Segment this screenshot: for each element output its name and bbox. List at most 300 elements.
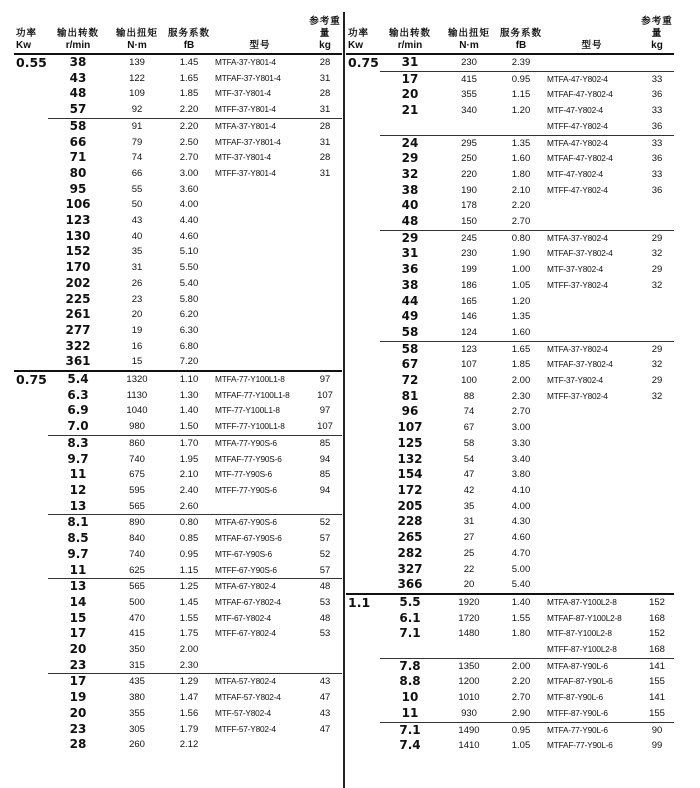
service-factor-cell: 1.80 — [511, 628, 531, 640]
table-row — [346, 294, 674, 310]
model-cell — [212, 229, 308, 245]
service-factor-cell: 4.30 — [511, 516, 531, 528]
speed-cell: 7.8 — [380, 658, 440, 674]
table-row — [14, 642, 342, 658]
table-row — [346, 167, 674, 183]
model-cell: MTFA-57-Y802-4 — [212, 674, 308, 690]
speed-cell: 38 — [401, 182, 419, 197]
weight-cell: 32 — [651, 279, 663, 291]
column-divider — [343, 12, 345, 788]
weight-cell — [640, 577, 674, 594]
speed-cell: 48 — [69, 86, 87, 101]
speed-cell: 5.5 — [380, 594, 440, 611]
torque-cell — [440, 642, 498, 658]
torque-cell: 840 — [129, 533, 145, 545]
speed-cell: 170 — [65, 260, 91, 275]
table-row — [346, 389, 674, 405]
speed-cell — [380, 119, 440, 135]
torque-cell: 1350 — [440, 658, 498, 674]
speed-cell: 29 — [401, 151, 419, 166]
weight-cell: 29 — [640, 230, 674, 246]
model-cell: MTFA-77-Y90S-6 — [212, 435, 308, 451]
torque-cell: 20 — [131, 309, 143, 321]
speed-header: 输出转数 r/min — [380, 12, 440, 54]
speed-cell: 31 — [401, 55, 419, 69]
speed-cell: 80 — [69, 165, 87, 180]
speed-cell: 43 — [69, 70, 87, 85]
table-row — [346, 722, 674, 738]
table-row — [14, 419, 342, 435]
service-factor-cell: 1.05 — [511, 740, 531, 752]
table-row — [346, 183, 674, 199]
table-row — [14, 354, 342, 371]
service-factor-cell: 1.70 — [166, 435, 212, 451]
service-factor-cell: 7.20 — [179, 356, 199, 368]
weight-cell — [308, 339, 342, 355]
service-factor-cell: 1.35 — [498, 135, 544, 151]
service-factor-cell: 2.10 — [179, 469, 199, 481]
weight-cell: 155 — [649, 707, 665, 719]
speed-cell: 23 — [69, 721, 87, 736]
weight-cell: 152 — [640, 594, 674, 611]
torque-cell: 186 — [461, 279, 477, 291]
service-factor-cell: 1.29 — [166, 674, 212, 690]
table-row — [346, 420, 674, 436]
service-factor-cell: 4.40 — [179, 215, 199, 227]
torque-cell: 295 — [440, 135, 498, 151]
service-factor-cell: 0.95 — [179, 548, 199, 560]
model-cell: MTFAF-37-Y801-4 — [215, 136, 281, 147]
service-factor-cell: 1.20 — [511, 295, 531, 307]
torque-cell: 35 — [131, 246, 143, 258]
torque-cell: 740 — [129, 453, 145, 465]
torque-cell: 88 — [463, 390, 475, 402]
service-factor-cell: 5.00 — [511, 563, 531, 575]
torque-cell: 40 — [131, 230, 143, 242]
torque-cell: 355 — [129, 707, 145, 719]
service-factor-cell: 2.30 — [179, 659, 199, 671]
table-row — [14, 626, 342, 642]
model-cell — [544, 483, 640, 499]
service-factor-cell: 1.45 — [179, 57, 199, 68]
speed-cell: 58 — [380, 341, 440, 357]
speed-cell: 172 — [397, 482, 423, 497]
service-factor-cell: 6.30 — [179, 324, 199, 336]
weight-cell: 33 — [651, 168, 663, 180]
model-cell: MTFAF-87-Y90L-6 — [547, 676, 613, 687]
speed-cell: 44 — [401, 293, 419, 308]
torque-cell: 178 — [461, 200, 477, 212]
weight-cell: 155 — [649, 676, 665, 688]
torque-cell: 980 — [129, 421, 145, 433]
speed-cell: 14 — [69, 594, 87, 609]
weight-cell — [640, 514, 674, 530]
torque-cell: 1130 — [126, 389, 148, 401]
service-factor-cell: 1.90 — [511, 248, 531, 260]
weight-cell — [640, 214, 674, 230]
model-cell — [212, 213, 308, 229]
weight-cell — [640, 420, 674, 436]
speed-cell: 205 — [397, 498, 423, 513]
service-factor-cell: 2.00 — [498, 658, 544, 674]
table-row — [14, 388, 342, 404]
service-factor-cell: 1.30 — [179, 389, 199, 401]
torque-cell: 107 — [461, 359, 477, 371]
table-row — [346, 467, 674, 483]
table-row — [346, 499, 674, 515]
torque-cell: 220 — [461, 168, 477, 180]
table-row — [346, 230, 674, 246]
model-cell — [544, 214, 640, 230]
speed-cell: 327 — [397, 561, 423, 576]
weight-cell: 32 — [651, 359, 663, 371]
model-cell: MTF-77-Y90S-6 — [215, 469, 272, 480]
speed-header: 输出转数 r/min — [48, 12, 108, 54]
table-row — [14, 71, 342, 87]
model-cell: MTFAF-77-Y100L1-8 — [215, 389, 290, 400]
table-row — [346, 706, 674, 722]
weight-cell: 33 — [640, 135, 674, 151]
torque-cell: 250 — [461, 153, 477, 165]
weight-cell — [308, 197, 342, 213]
service-factor-cell: 2.20 — [511, 200, 531, 212]
service-factor-header: 服务系数 fB — [166, 12, 212, 54]
service-factor-cell: 3.80 — [511, 469, 531, 481]
speed-cell: 107 — [397, 420, 423, 435]
model-cell — [212, 339, 308, 355]
table-row — [14, 86, 342, 102]
table-row — [346, 325, 674, 341]
model-cell — [212, 658, 308, 674]
weight-cell: 31 — [319, 136, 331, 148]
torque-cell: 122 — [129, 72, 145, 84]
model-cell: MTF-37-Y801-4 — [215, 88, 271, 99]
table-row — [14, 595, 342, 611]
table-row — [14, 452, 342, 468]
weight-cell — [640, 309, 674, 325]
speed-cell — [380, 642, 440, 658]
model-cell — [544, 436, 640, 452]
model-cell — [544, 577, 640, 594]
service-factor-cell: 1.15 — [511, 89, 531, 101]
table-row — [346, 514, 674, 530]
service-factor-cell: 2.39 — [511, 57, 531, 68]
speed-cell: 31 — [401, 246, 419, 261]
table-row — [14, 563, 342, 579]
speed-cell: 8.3 — [48, 435, 108, 451]
model-cell: MTF-87-Y100L2-8 — [547, 628, 612, 639]
speed-cell: 10 — [401, 690, 419, 705]
speed-cell: 13 — [48, 579, 108, 595]
speed-cell: 13 — [69, 498, 87, 513]
table-row — [346, 87, 674, 103]
model-cell: MTFA-67-Y802-4 — [212, 579, 308, 595]
service-factor-cell: 1.05 — [511, 279, 531, 291]
torque-cell: 124 — [461, 326, 477, 338]
weight-cell: 33 — [651, 105, 663, 117]
speed-cell: 38 — [69, 55, 87, 69]
speed-cell: 7.0 — [67, 419, 89, 434]
model-cell: MTFF-57-Y802-4 — [215, 723, 276, 734]
service-factor-cell: 2.00 — [511, 375, 531, 387]
speed-cell: 9.7 — [67, 546, 89, 561]
table-row — [346, 530, 674, 546]
service-factor-cell: 2.60 — [179, 500, 199, 512]
model-cell: MTF-37-Y802-4 — [547, 375, 603, 386]
table-row — [14, 197, 342, 213]
model-cell: MTF-67-Y90S-6 — [215, 548, 272, 559]
model-cell — [212, 499, 308, 515]
speed-cell: 95 — [69, 181, 87, 196]
speed-cell: 361 — [65, 354, 91, 369]
service-factor-cell: 1.85 — [511, 359, 531, 371]
model-cell: MTFA-87-Y90L-6 — [544, 658, 640, 674]
model-cell — [544, 294, 640, 310]
torque-cell: 315 — [129, 659, 145, 671]
table-row — [14, 371, 342, 388]
service-factor-cell: 2.70 — [179, 152, 199, 164]
torque-cell: 66 — [131, 167, 143, 179]
model-cell: MTFAF-87-Y100L2-8 — [547, 612, 622, 623]
model-cell — [212, 260, 308, 276]
service-factor-cell: 1.79 — [179, 723, 199, 735]
table-row — [346, 690, 674, 706]
speed-cell: 72 — [401, 373, 419, 388]
service-factor-cell: 2.30 — [511, 390, 531, 402]
gear-motor-table-left — [14, 12, 342, 753]
service-factor-cell: 1.55 — [511, 612, 531, 624]
service-factor-cell: 2.20 — [511, 676, 531, 688]
model-cell: MTFA-37-Y801-4 — [212, 118, 308, 134]
service-factor-cell: 5.40 — [179, 277, 199, 289]
model-cell: MTFA-77-Y100L1-8 — [212, 371, 308, 388]
service-factor-cell: 1.65 — [179, 72, 199, 84]
weight-cell: 94 — [319, 453, 331, 465]
torque-cell: 625 — [129, 564, 145, 576]
table-body — [14, 54, 342, 753]
torque-cell: 22 — [463, 563, 475, 575]
weight-cell: 107 — [317, 389, 333, 401]
service-factor-cell: 2.10 — [511, 184, 531, 196]
table-row — [346, 373, 674, 389]
weight-cell: 32 — [651, 248, 663, 260]
service-factor-cell: 6.80 — [179, 340, 199, 352]
torque-cell: 740 — [129, 548, 145, 560]
torque-cell: 150 — [461, 216, 477, 228]
weight-cell — [640, 54, 674, 71]
table-row — [14, 611, 342, 627]
service-factor-cell: 1.40 — [498, 594, 544, 611]
table-row — [346, 674, 674, 690]
torque-cell: 165 — [461, 295, 477, 307]
torque-cell: 1920 — [440, 594, 498, 611]
speed-cell: 225 — [65, 291, 91, 306]
model-cell: MTFA-67-Y90S-6 — [212, 515, 308, 531]
torque-cell: 67 — [463, 422, 475, 434]
service-factor-cell: 1.20 — [511, 105, 531, 117]
model-cell: MTFF-87-Y100L2-8 — [547, 644, 617, 655]
model-cell: MTFF-47-Y802-4 — [547, 184, 608, 195]
weight-cell — [308, 260, 342, 276]
service-factor-cell: 5.50 — [179, 262, 199, 274]
weight-cell — [308, 354, 342, 371]
table-row — [346, 341, 674, 357]
weight-cell — [308, 323, 342, 339]
weight-cell: 52 — [308, 515, 342, 531]
model-cell — [212, 182, 308, 198]
service-factor-cell: 0.95 — [498, 71, 544, 87]
table-row — [346, 54, 674, 71]
weight-cell: 28 — [319, 57, 331, 68]
speed-cell: 49 — [401, 309, 419, 324]
torque-cell: 435 — [108, 674, 166, 690]
speed-cell: 17 — [48, 674, 108, 690]
service-factor-cell: 1.35 — [511, 311, 531, 323]
speed-cell: 11 — [401, 705, 419, 720]
service-factor-cell: 2.00 — [179, 644, 199, 656]
model-cell: MTFAF-37-Y802-4 — [547, 248, 613, 259]
torque-cell: 675 — [129, 469, 145, 481]
weight-cell — [640, 499, 674, 515]
table-row — [14, 323, 342, 339]
table-row — [14, 467, 342, 483]
torque-cell: 1040 — [126, 405, 148, 417]
weight-cell — [640, 467, 674, 483]
weight-cell: 29 — [651, 264, 663, 276]
speed-cell: 20 — [69, 642, 87, 657]
service-factor-cell: 2.50 — [179, 136, 199, 148]
torque-cell: 890 — [108, 515, 166, 531]
speed-cell: 32 — [401, 166, 419, 181]
service-factor-cell: 1.60 — [511, 153, 531, 165]
service-factor-cell: 4.00 — [511, 500, 531, 512]
model-cell: MTFAF-37-Y802-4 — [547, 359, 613, 370]
service-factor-cell: 2.70 — [511, 216, 531, 228]
torque-cell: 79 — [131, 136, 143, 148]
model-header: 型号 — [212, 12, 308, 54]
speed-cell: 202 — [65, 275, 91, 290]
torque-cell: 1490 — [440, 722, 498, 738]
service-factor-cell: 1.00 — [511, 264, 531, 276]
header-row — [14, 12, 342, 54]
weight-cell: 85 — [319, 469, 331, 481]
speed-cell: 38 — [401, 277, 419, 292]
torque-cell: 930 — [461, 707, 477, 719]
table-row — [14, 483, 342, 499]
service-factor-cell: 0.85 — [179, 533, 199, 545]
model-cell — [212, 737, 308, 753]
speed-cell: 66 — [69, 134, 87, 149]
power-cell: 0.75 — [14, 371, 48, 753]
speed-cell: 36 — [401, 262, 419, 277]
speed-cell: 28 — [69, 737, 87, 752]
torque-cell: 245 — [440, 230, 498, 246]
speed-cell: 58 — [401, 324, 419, 339]
torque-cell: 1200 — [458, 676, 480, 688]
model-cell: MTFF-47-Y802-4 — [547, 120, 608, 131]
table-row — [346, 151, 674, 167]
table-row — [14, 118, 342, 134]
table-row — [14, 102, 342, 118]
table-row — [14, 229, 342, 245]
model-cell: MTFA-77-Y90L-6 — [544, 722, 640, 738]
table-row — [346, 611, 674, 627]
speed-cell: 57 — [69, 102, 87, 117]
service-factor-cell: 0.95 — [498, 722, 544, 738]
torque-cell: 91 — [108, 118, 166, 134]
model-cell: MTF-37-Y801-4 — [215, 152, 271, 163]
table-row — [14, 244, 342, 260]
service-factor-cell: 2.12 — [179, 739, 199, 751]
service-factor-cell: 2.20 — [179, 104, 199, 116]
speed-cell: 21 — [401, 103, 419, 118]
model-cell — [212, 244, 308, 260]
model-cell — [544, 546, 640, 562]
torque-cell: 199 — [461, 264, 477, 276]
speed-cell: 81 — [401, 388, 419, 403]
table-row — [346, 246, 674, 262]
speed-cell: 11 — [69, 562, 87, 577]
weight-cell: 47 — [319, 723, 331, 735]
model-cell — [544, 198, 640, 214]
weight-cell: 57 — [319, 564, 331, 576]
speed-cell: 6.3 — [67, 387, 89, 402]
model-cell — [544, 54, 640, 71]
model-cell: MTF-77-Y100L1-8 — [215, 405, 280, 416]
service-factor-cell: 0.80 — [498, 230, 544, 246]
weight-cell — [640, 436, 674, 452]
weight-cell — [640, 452, 674, 468]
torque-cell: 260 — [129, 739, 145, 751]
service-factor-cell: 3.30 — [511, 437, 531, 449]
weight-cell: 48 — [319, 612, 331, 624]
speed-cell: 8.8 — [399, 674, 421, 689]
speed-cell: 154 — [397, 467, 423, 482]
speed-cell: 152 — [65, 244, 91, 259]
table-row — [14, 737, 342, 753]
torque-cell: 31 — [463, 516, 475, 528]
model-cell: MTFAF-77-Y90L-6 — [547, 740, 613, 751]
model-cell: MTF-37-Y802-4 — [547, 264, 603, 275]
weight-cell — [640, 562, 674, 578]
speed-cell: 11 — [69, 467, 87, 482]
model-cell: MTFA-37-Y802-4 — [544, 341, 640, 357]
service-factor-cell: 2.40 — [179, 484, 199, 496]
torque-cell: 100 — [461, 375, 477, 387]
model-cell — [544, 499, 640, 515]
torque-cell: 55 — [131, 183, 143, 195]
weight-cell: 85 — [308, 435, 342, 451]
speed-cell: 48 — [401, 214, 419, 229]
model-cell — [212, 323, 308, 339]
speed-cell: 71 — [69, 150, 87, 165]
weight-cell — [308, 276, 342, 292]
speed-cell: 29 — [380, 230, 440, 246]
table-row — [346, 262, 674, 278]
torque-cell: 109 — [129, 88, 145, 100]
speed-cell: 123 — [65, 213, 91, 228]
table-row — [14, 182, 342, 198]
table-row — [14, 166, 342, 182]
model-cell: MTFF-37-Y802-4 — [547, 279, 608, 290]
torque-cell: 565 — [129, 500, 145, 512]
speed-cell: 19 — [69, 690, 87, 705]
weight-cell — [640, 325, 674, 341]
model-cell — [544, 420, 640, 436]
power-header: 功率 Kw — [346, 12, 380, 54]
speed-cell: 228 — [397, 514, 423, 529]
model-cell: MTFA-47-Y802-4 — [544, 71, 640, 87]
